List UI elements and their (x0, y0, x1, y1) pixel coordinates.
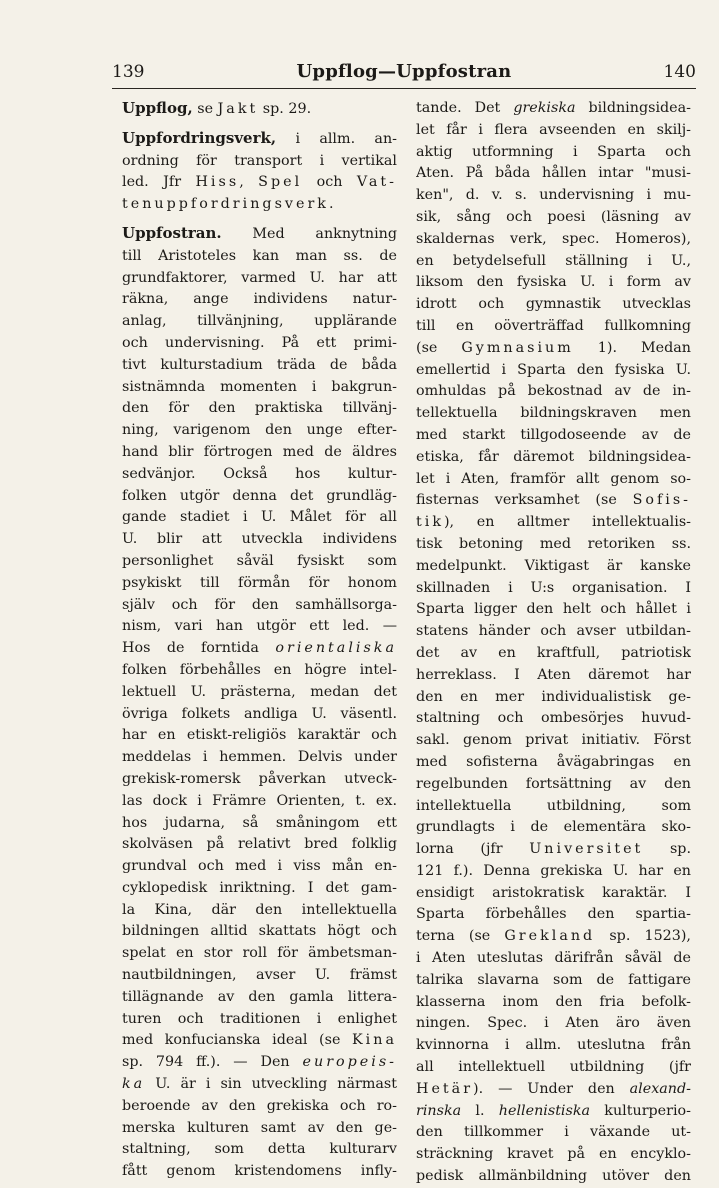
entry-uppfordringsverk: Uppfordringsverk, i allm. an- (122, 128, 397, 147)
cross-reference: Jakt (217, 101, 259, 117)
emphasized-term: rinska (416, 1102, 462, 1119)
cross-reference: Sofis- (632, 492, 691, 509)
emphasized-term: alexand- (629, 1080, 691, 1097)
cross-reference: Spel (258, 174, 303, 191)
cross-reference: Hiss (195, 174, 240, 191)
right-column: tande. Det grekiska bildningsidea- let får i flera avseenden en skilj- aktig utformning i Sparta och Aten. På båda hållen intar "musi- ken", d. v. s. undervisning i mu- sik, sång och poesi (läsning av skaldernas verk, spec. Homeros), en betydelsefull ställning i U., liksom den fysiska U. i form av idrott och gymnastik utvecklas till en oöverträffad fullkomning (se Gymnasium 1). Medan emellertid i Sparta den fysiska U. omhuldas på bekostnad av de in- tellektuella bildningskraven men med starkt tillgodoseende av de etiska, får däremot bildningsidea- let i Aten, framför allt genom so- fisternas verksamhet (se Sofis- tik), en alltmer intellektualis- tisk betoning med retoriken ss. medelpunkt. Viktigast är kanske skillnaden i U:s organisation. I Sparta ligger den helt och hållet i statens händer och avser utbildan- det av en kraftfull, patriotisk herreklass. I Aten däremot har den en mer individualistisk ge- staltning och ombesörjes huvud- sakl. genom privat initiativ. Först med sofisterna åvägabringas en regelbunden fortsättning av den intellektuella utbildning, som grundlagts i de elementära sko- lorna (jfr Universitet sp. 121 f.). Denna grekiska U. har en ensidigt aristokratisk karaktär. I Sparta förbehålles den spartia- terna (se Grekland sp. 1523), i Aten uteslutas därifrån såväl de talrika slavarna som de fattigare klasserna inom den fria befolk- ningen. Spec. i Aten äro även kvinnorna i allm. uteslutna från all intellektuell utbildning (jfr Hetär). — Under den alexand- rinska l. hellenistiska kulturperio- den tillkommer i växande ut- sträckning kravet på en encyklo- pedisk allmänbildning utöver den (416, 100, 691, 1185)
cross-reference: Universitet (529, 841, 644, 858)
page-number-left: 139 (112, 62, 145, 82)
left-column: Uppflog, se Jakt sp. 29. Uppfordringsverk, i allm. an- ordning för transport i vertikal led. Jfr Hiss, Spel och Vat- tenuppfordringsverk. Uppfostran. Med anknytning till Aristoteles kan man ss. de grundfaktorer, varmed U. har att räkna, ange individens natur- anlag, tillvänjning, upplärande och undervisning. På ett primi- tivt kulturstadium träda de båda sistnämnda momenten i bakgrun- den för den praktiska tillvänj- ning, varigenom den unge efter- hand blir förtrogen med de äldres sedvänjor. Också hos kultur- folken utgör denna det grundläg- gande stadiet i U. Målet för all U. blir att utveckla individens personlighet såväl fysiskt som psykiskt till förmån för honom själv och för den samhällsorga- nism, vari han utgör ett led. — Hos de forntida orientaliska folken förbehålles en högre intel- lektuell U. prästerna, medan det övriga folkets andliga U. väsentl. har en etiskt-religiös karaktär och meddelas i hemmen. Delvis under grekisk-romersk påverkan utveck- las dock i Främre Orienten, t. ex. hos judarna, så småningom ett skolväsen på relativt bred folklig grundval och med i viss mån en- cyklopedisk inriktning. I det gam- la Kina, där den intellektuella bildningen alltid skattats högt och spelat en stor roll för ämbetsman- nautbildningen, avser U. främst tillägnande av den gamla littera- turen och traditionen i enlighet med konfucianska ideal (se Kina sp. 794 ff.). — Den europeis- ka U. är i sin utveckling närmast beroende av den grekiska och ro- merska kulturen samt av den ge- staltning, som detta kulturarv fått genom kristendomens infly- (122, 99, 397, 1180)
entry-uppflog: Uppflog, se Jakt sp. 29. (122, 99, 312, 117)
emphasized-term: orientaliska (275, 640, 397, 657)
emphasized-term: europeis- (302, 1054, 397, 1071)
cross-reference: tenuppfordringsverk (122, 196, 329, 213)
page-number-right: 140 (663, 62, 696, 82)
running-title: Uppflog—Uppfostran (296, 61, 512, 82)
cross-reference: Gymnasium (461, 339, 574, 356)
cross-reference: Grekland (504, 928, 596, 945)
emphasized-term: grekiska (513, 100, 576, 116)
cross-reference: Kina (352, 1032, 397, 1049)
cross-reference: Vat- (356, 174, 397, 191)
emphasized-term: ka (122, 1076, 146, 1093)
cross-reference: Hetär (416, 1080, 474, 1097)
cross-reference: tik (416, 514, 444, 531)
page-header (112, 54, 696, 89)
emphasized-term: hellenistiska (498, 1102, 591, 1119)
entry-uppfostran: Uppfostran. Med anknytning (122, 223, 397, 242)
